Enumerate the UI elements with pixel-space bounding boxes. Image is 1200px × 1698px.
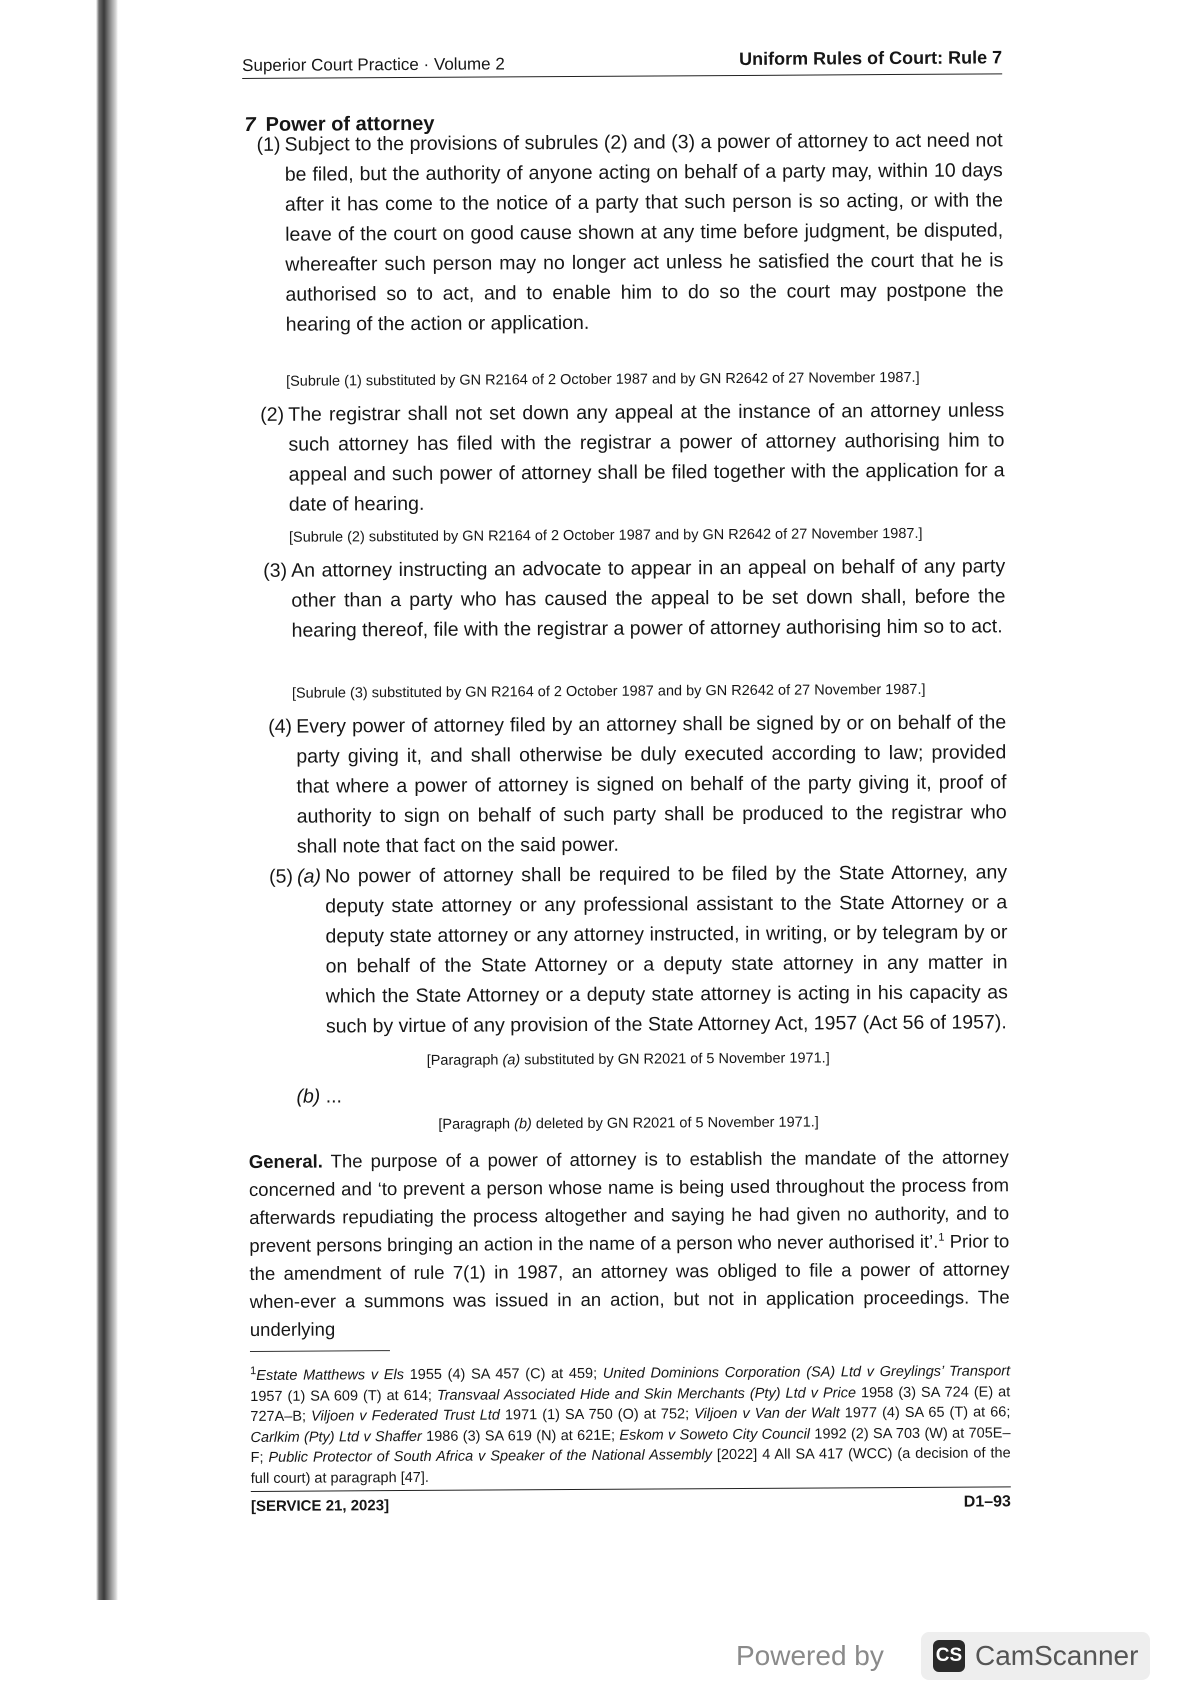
subrule-1-amendment: [Subrule (1) substituted by GN R2164 of 2 October 1987 and by GN R2642 of 27 November 1987.] (286, 369, 920, 390)
case-name: Viljoen v Van der Walt (694, 1405, 840, 1423)
camscanner-logo-icon: CS (933, 1640, 965, 1672)
citation: [2022] 4 All SA 417 (WCC) (a decision of the full court) at paragraph [47]. (250, 1445, 1011, 1487)
amend-paragraph-ref: (a) (502, 1052, 521, 1069)
subrule-text: Every power of attorney filed by an attorney shall be signed by or on behalf of the party giving it, and shall otherwise be duly executed according to law; provided that where a power of attorney is signed on behalf of the party giving it, proof of authority to sign on behalf of such party shall be produced to the registrar who shall note that fact on the said power. (296, 711, 1007, 858)
subrule-label: (4) (268, 715, 293, 738)
citation: 1971 (1) SA 750 (O) at 752; (499, 1406, 695, 1424)
subrule-text: Subject to the provisions of subrules (2) and (3) a power of attorney to act need not be filed, but the authority of anyone acting on behalf of a party may, within 10 days after it has come to the notice of a party that such person is so acting, or with the leave of the court on good cause shown at any time before judgment, be disputed, whereafter such person may no longer act unless he satisfied the court that he is authorised so to act, and to enable him to do so the court may postpone the hearing of the action or application. (284, 129, 1004, 336)
subrule-1 (257, 125, 1004, 340)
subrule-3-amendment: [Subrule (3) substituted by GN R2164 of 2 October 1987 and by GN R2642 of 27 November 1987.] (291, 681, 926, 702)
general-heading: General. (248, 1150, 323, 1172)
watermark-powered-by: Powered by (736, 1640, 884, 1671)
citation: 1977 (4) SA 65 (T) at 66; (839, 1404, 1011, 1422)
amend-text: [Paragraph (426, 1052, 503, 1069)
subrule-3 (263, 551, 1006, 646)
case-name: Estate Matthews v Els (256, 1367, 404, 1384)
running-head-left: Superior Court Practice · Volume 2 (242, 54, 505, 75)
subrule-label: (2) (260, 403, 285, 426)
subrule-label: (3) (263, 559, 288, 582)
paragraph-a-label: (a) (297, 865, 321, 888)
case-name: Transvaal Associated Hide and Skin Merchants (Pty) Ltd v Price (436, 1384, 857, 1404)
case-name: Public Protector of South Africa v Speaker of the National Assembly (268, 1447, 712, 1466)
amend-paragraph-ref: (b) (514, 1116, 532, 1133)
subrule-4 (268, 707, 1007, 862)
case-name: United Dominions Corporation (SA) Ltd v Greylings’ Transport (602, 1363, 1011, 1382)
paragraph-b (296, 1081, 342, 1111)
citation: 1986 (3) SA 619 (N) at 621E; (421, 1427, 620, 1445)
footnote-1 (250, 1361, 1011, 1489)
general-commentary (249, 1143, 1010, 1344)
case-name: Viljoen v Federated Trust Ltd (310, 1407, 500, 1425)
case-name: Eskom v Soweto City Council (619, 1426, 811, 1444)
camscanner-badge (921, 1632, 1150, 1680)
section-title-text: Power of attorney (265, 112, 435, 136)
paragraph-b-amendment (249, 1113, 1009, 1134)
running-head-right: Uniform Rules of Court: Rule 7 (739, 47, 1003, 69)
subrule-text: The registrar shall not set down any appeal at the instance of an attorney unless such attorney has filed with the registrar a power of attorney authorising him to appeal and such power of attorney shall be filed together with the application for a date of hearing. (288, 399, 1005, 516)
subrule-label: (5) (269, 865, 293, 888)
citation: 1958 (3) SA 724 (E) at 727A–B; (250, 1383, 1011, 1425)
citation: 1992 (2) SA 703 (W) at 705E–F; (250, 1424, 1011, 1466)
paragraph-a-text: No power of attorney shall be required to be filed by the State Attorney, any deputy state attorney or any professional assistant to the State Attorney or a deputy state attorney or any attorney instructed, in writing, or by telegram by or on behalf of the State Attorney or a deputy state attorney in any matter in which the State Attorney or a deputy state attorney is acting in his capacity as such by virtue of any provision of the State Attorney Act, 1957 (Act 56 of 1957). (325, 861, 1008, 1038)
paragraph-a-amendment (248, 1049, 1008, 1070)
footnote-reference: 1 (938, 1231, 945, 1244)
subrule-2-amendment: [Subrule (2) substituted by GN R2164 of 2 October 1987 and by GN R2642 of 27 November 1987.] (288, 525, 923, 546)
section-number: 7 (244, 113, 256, 136)
subrule-2 (260, 395, 1005, 520)
general-text: The purpose of a power of attorney is to establish the mandate of the attorney concerned and ‘to prevent a person whose name is being used throughout the process from afterwards repudiating the process altogether and saying he had given no authority, and to prevent persons bringing an action in the name of a person who never authorised it’. (248, 1146, 1010, 1256)
page-number: D1–93 (963, 1493, 1011, 1511)
service-issue: [SERVICE 21, 2023] (250, 1497, 390, 1515)
subrule-text: An attorney instructing an advocate to appear in an appeal on behalf of any party other than a party who has caused the appeal to be set down shall, before the hearing thereof, file with the registrar a power of attorney authorising him so to act. (291, 555, 1006, 642)
paragraph-b-label: (b) (296, 1085, 321, 1108)
footnote-separator (250, 1350, 390, 1352)
camscanner-brand: CamScanner (975, 1640, 1139, 1671)
scan-shadow-edge (0, 0, 118, 1600)
amend-text: [Paragraph (438, 1116, 515, 1133)
citation: 1957 (1) SA 609 (T) at 614; (250, 1387, 437, 1405)
amend-text: deleted by GN R2021 of 5 November 1971.] (531, 1114, 819, 1133)
case-name: Carlkim (Pty) Ltd v Shaffer (250, 1428, 422, 1446)
citation: 1955 (4) SA 457 (C) at 459; (403, 1365, 603, 1384)
document-page (242, 41, 1011, 1566)
footnote-number: 1 (250, 1365, 257, 1378)
amend-text: substituted by GN R2021 of 5 November 1971.] (520, 1050, 830, 1069)
camscanner-watermark (736, 1632, 1174, 1680)
subrule-5 (269, 857, 1008, 1042)
subrule-label: (1) (256, 133, 281, 156)
paragraph-b-text: ... (320, 1085, 343, 1108)
general-text: Prior to the amendment of rule 7(1) in 1987, an attorney was obliged to file a power of attorney when-ever a summons was issued in an action, but not in application proceedings. The underlying (249, 1230, 1010, 1340)
running-head (242, 41, 1002, 79)
